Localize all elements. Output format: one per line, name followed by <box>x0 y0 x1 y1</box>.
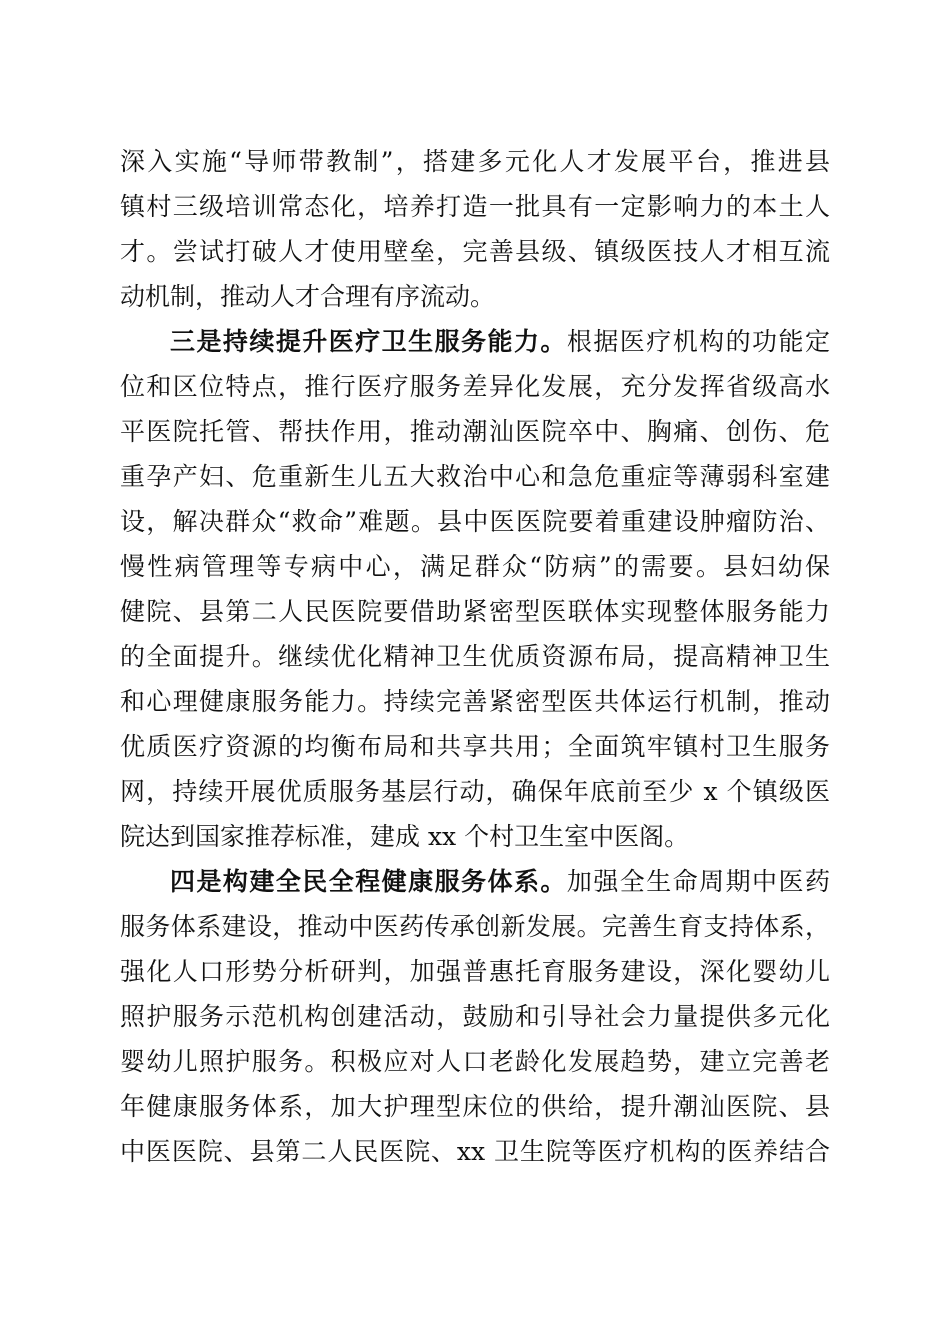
text-line: 镇村三级培训常态化，培养打造一批具有一定影响力的本土人 <box>120 192 830 221</box>
text-line: 健院、县第二人民医院要借助紧密型医联体实现整体服务能力 <box>120 597 830 626</box>
text-line: 动机制，推动人才合理有序流动。 <box>120 282 496 311</box>
text-line: 设，解决群众“救命”难题。县中医医院要着重建设肿瘤防治、 <box>120 507 830 536</box>
text-line: 慢性病管理等专病中心，满足群众“防病”的需要。县妇幼保 <box>120 552 830 581</box>
text-line: 和心理健康服务能力。持续完善紧密型医共体运行机制，推动 <box>120 687 830 716</box>
text-line: 中医医院、县第二人民医院、xx 卫生院等医疗机构的医养结合 <box>120 1137 830 1166</box>
text-fragment: 加强全生命周期中医药 <box>566 867 830 896</box>
text-fragment: 根据医疗机构的功能定 <box>566 327 830 356</box>
text-line: 照护服务示范机构创建活动，鼓励和引导社会力量提供多元化 <box>120 1002 830 1031</box>
text-line: 才。尝试打破人才使用壁垒，完善县级、镇级医技人才相互流 <box>120 237 830 266</box>
text-line: 服务体系建设，推动中医药传承创新发展。完善生育支持体系， <box>120 912 830 941</box>
text-line: 婴幼儿照护服务。积极应对人口老龄化发展趋势，建立完善老 <box>120 1047 830 1076</box>
text-line: 重孕产妇、危重新生儿五大救治中心和急危重症等薄弱科室建 <box>120 462 830 491</box>
text-line: 网，持续开展优质服务基层行动，确保年底前至少 x 个镇级医 <box>120 777 830 806</box>
section-heading-line <box>170 322 830 362</box>
text-line: 深入实施“导师带教制”，搭建多元化人才发展平台，推进县 <box>120 147 830 176</box>
text-line: 的全面提升。继续优化精神卫生优质资源布局，提高精神卫生 <box>120 642 830 671</box>
text-line: 强化人口形势分析研判，加强普惠托育服务建设，深化婴幼儿 <box>120 957 830 986</box>
text-line: 优质医疗资源的均衡布局和共享共用；全面筑牢镇村卫生服务 <box>120 732 830 761</box>
section-heading: 三是持续提升医疗卫生服务能力。 <box>170 327 567 356</box>
text-line: 年健康服务体系，加大护理型床位的供给，提升潮汕医院、县 <box>120 1092 830 1121</box>
text-line: 院达到国家推荐标准，建成 xx 个村卫生室中医阁。 <box>120 822 690 851</box>
section-heading-line <box>170 862 830 902</box>
text-line: 位和区位特点，推行医疗服务差异化发展，充分发挥省级高水 <box>120 372 830 401</box>
text-line: 平医院托管、帮扶作用，推动潮汕医院卒中、胸痛、创伤、危 <box>120 417 830 446</box>
section-heading: 四是构建全民全程健康服务体系。 <box>170 867 567 896</box>
